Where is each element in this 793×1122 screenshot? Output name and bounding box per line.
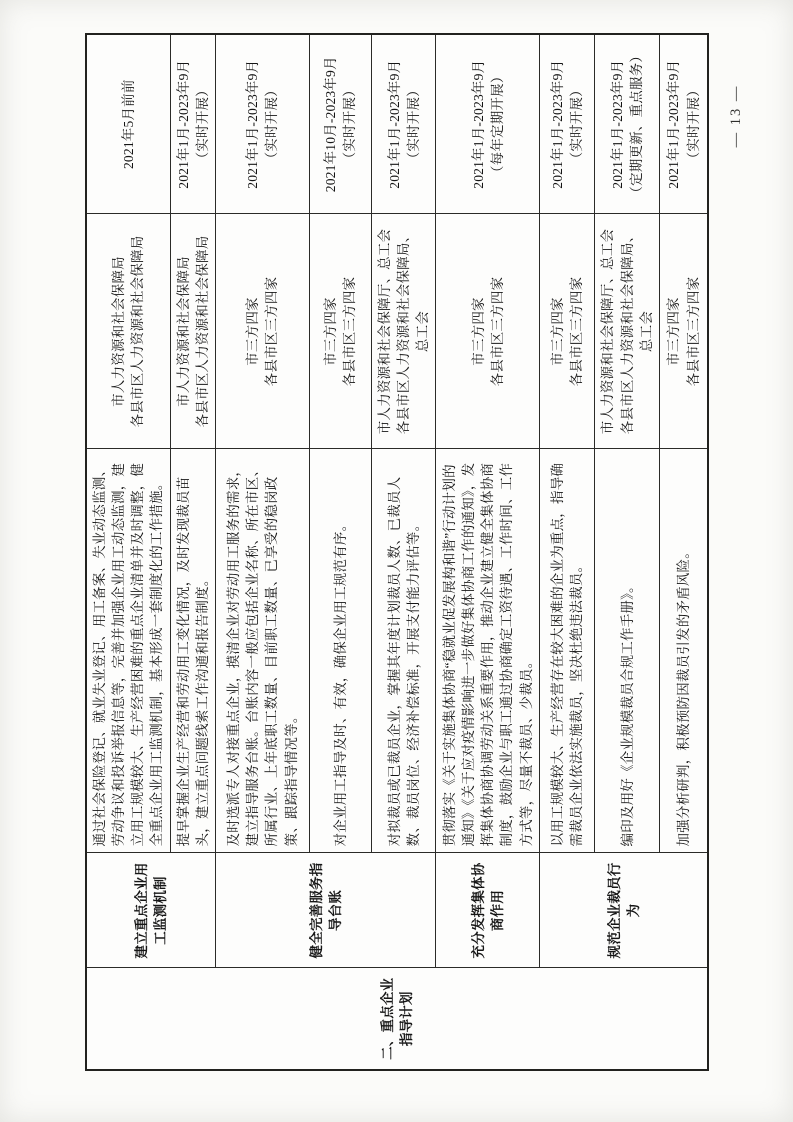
unit-cell: 市三方四家 各县市区三方四家 xyxy=(309,214,371,449)
content-cell: 提早掌握企业生产经营和劳动用工变化情况，及时发现裁员苗头，建立重点问题线索工作沟通和报告制度。 xyxy=(170,449,215,853)
date-cell: 2021年1月-2023年9月 （实时开展） xyxy=(215,34,309,214)
unit-cell: 市三方四家 各县市区三方四家 xyxy=(436,214,540,449)
content-cell: 以用工规模较大、生产经营存在较大困难的企业为重点，指导确需裁员企业依法实施裁员，坚决杜绝违法裁员。 xyxy=(540,449,595,853)
task-cell-ledger: 健全完善服务指导台账 xyxy=(215,853,435,968)
unit-cell: 市人力资源和社会保障局 各县市区人力资源和社会保障局 xyxy=(170,214,215,449)
content-cell: 贯彻落实《关于实施集体协商“稳就业促发展构和谐”行动计划的通知》《关于应对疫情影响进一步做好集体协商工作的通知》，发挥集体协商协调劳动关系重要作用，推动企业建立健全集体协商制度，鼓励企业与职工通过协商确定工资待遇、工作时间、工作方式等，尽量不裁员、少裁员。 xyxy=(436,449,540,853)
content-cell: 编印及用好《企业规模裁员合规工作手册》。 xyxy=(595,449,659,853)
content-cell: 通过社会保险登记、就业失业登记、用工备案、失业动态监测、劳动争议和投诉举报信息等，完善并加强企业用工动态监测，建立用工规模较大、生产经营困难的重点企业清单并及时调整，健全重点企业用工监测机制，基本形成一套制度化的工作措施。 xyxy=(86,449,170,853)
rotated-plan-table-wrapper xyxy=(85,35,701,1071)
date-cell: 2021年1月-2023年9月 （实时开展） xyxy=(170,34,215,214)
table-row xyxy=(86,34,170,1070)
content-cell: 及时选派专人对接重点企业，摸清企业对劳动用工服务的需求，建立指导服务台账。台账内容一般应包括企业名称、所在市区、所属行业、上年底职工数量、目前职工数量、已享受的稳岗政策、跟踪指导情况等。 xyxy=(215,449,309,853)
unit-cell: 市三方四家 各县市区三方四家 xyxy=(659,214,708,449)
content-cell: 对拟裁员或已裁员企业，掌握其年度计划裁员人数、已裁员人数、裁员岗位、经济补偿标准，开展支付能力评估等。 xyxy=(371,449,435,853)
date-cell: 2021年5月前前 xyxy=(86,34,170,214)
date-cell: 2021年1月-2023年9月 （实时开展） xyxy=(371,34,435,214)
unit-cell: 市三方四家 各县市区三方四家 xyxy=(540,214,595,449)
date-cell: 2021年1月-2023年9月 （每年定期开展） xyxy=(436,34,540,214)
date-cell: 2021年1月-2023年9月 （定期更新、重点服务） xyxy=(595,34,659,214)
date-cell: 2021年10月-2023年9月 （实时开展） xyxy=(309,34,371,214)
table-row xyxy=(215,34,309,1070)
task-cell-layoff-regulation: 规范企业裁员行为 xyxy=(540,853,708,968)
unit-cell: 市人力资源和社会保障厅、总工会 各县市区人力资源和社会保障局、 总工会 xyxy=(595,214,659,449)
unit-cell: 市人力资源和社会保障厅、总工会 各县市区人力资源和社会保障局、 总工会 xyxy=(371,214,435,449)
page-number: — 13 — xyxy=(728,84,744,148)
table-row xyxy=(436,34,540,1070)
task-cell-monitoring: 建立重点企业用工监测机制 xyxy=(86,853,215,968)
task-cell-bargaining: 充分发挥集体协商作用 xyxy=(436,853,540,968)
unit-cell: 市人力资源和社会保障局 各县市区人力资源和社会保障局 xyxy=(86,214,170,449)
section-title-cell: 二、重点企业指导计划 xyxy=(86,968,708,1070)
unit-cell: 市三方四家 各县市区三方四家 xyxy=(215,214,309,449)
date-cell: 2021年1月-2023年9月 （实时开展） xyxy=(659,34,708,214)
content-cell: 加强分析研判，积极预防因裁员引发的矛盾风险。 xyxy=(659,449,708,853)
table-row xyxy=(540,34,595,1070)
content-cell: 对企业用工指导及时、有效，确保企业用工规范有序。 xyxy=(309,449,371,853)
key-enterprise-guidance-plan-table xyxy=(85,33,709,1071)
date-cell: 2021年1月-2023年9月 （实时开展） xyxy=(540,34,595,214)
